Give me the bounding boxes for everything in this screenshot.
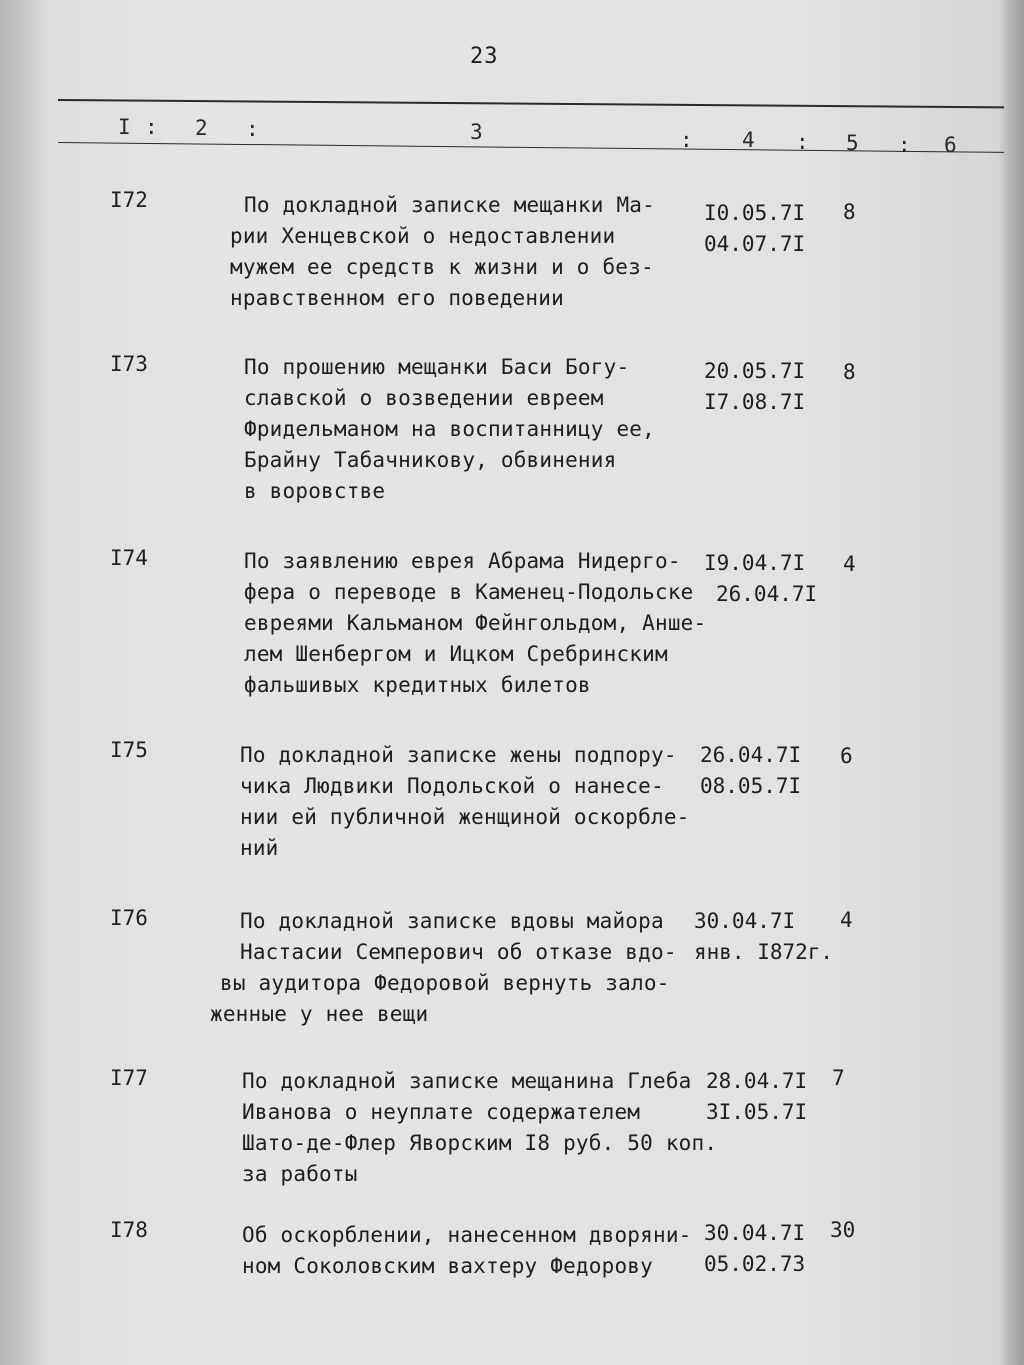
description-line: Иванова о неуплате содержателем xyxy=(242,1100,641,1124)
record-sheet-count: 4 xyxy=(840,908,853,932)
column-header-1: I xyxy=(118,115,131,139)
date-end: I7.08.7I xyxy=(704,390,806,414)
record-dates xyxy=(704,1218,805,1280)
date-end: 05.02.73 xyxy=(704,1252,806,1276)
record-dates xyxy=(706,1066,807,1128)
page-edge-right xyxy=(998,0,1024,1365)
date-end: 08.05.7I xyxy=(700,774,802,798)
record-dates xyxy=(704,548,817,610)
description-line: рии Хенцевской о недоставлении xyxy=(230,224,616,248)
record-description xyxy=(210,906,677,1030)
date-start: 30.04.7I xyxy=(704,1221,806,1245)
description-line: По докладной записке мещанки Ма- xyxy=(244,193,655,217)
record-sheet-count: 6 xyxy=(840,744,853,768)
page-shadow-left xyxy=(0,0,50,1365)
column-header-3: 3 xyxy=(470,120,483,144)
date-start: I0.05.7I xyxy=(704,201,806,225)
description-line: евреями Кальманом Фейнгольдом, Анше- xyxy=(244,611,707,635)
description-line: чика Людвики Подольской о нанесе- xyxy=(240,774,664,798)
record-number: I78 xyxy=(110,1218,148,1242)
record-dates xyxy=(694,906,833,968)
description-line: фера о переводе в Каменец-Подольске xyxy=(244,580,694,604)
record-number: I74 xyxy=(110,546,148,570)
column-header-5: 5 xyxy=(846,131,859,155)
description-line: в воровстве xyxy=(244,479,386,503)
date-start: I9.04.7I xyxy=(704,551,806,575)
record-sheet-count: 8 xyxy=(843,200,856,224)
description-line: Брайну Табачникову, обвинения xyxy=(244,448,617,472)
record-number: I77 xyxy=(110,1066,148,1090)
description-line: По докладной записке мещанина Глеба xyxy=(242,1069,692,1093)
description-line: за работы xyxy=(242,1162,358,1186)
description-line: лем Шенбергом и Ицком Сребринским xyxy=(244,642,668,666)
description-line: Шато-де-Флер Яворским I8 руб. 50 коп. xyxy=(242,1131,718,1155)
date-start: 30.04.7I xyxy=(694,909,796,933)
description-line: фальшивых кредитных билетов xyxy=(244,673,591,697)
column-separator: : xyxy=(796,130,809,154)
description-line: мужем ее средств к жизни и о без- xyxy=(230,255,654,279)
description-line: вы аудитора Федоровой вернуть зало- xyxy=(220,971,670,995)
date-end: 3I.05.7I xyxy=(706,1100,808,1124)
record-sheet-count: 8 xyxy=(843,360,856,384)
description-line: По докладной записке жены подпору- xyxy=(240,743,677,767)
header-rule-bottom xyxy=(58,142,1004,153)
description-line: По прошению мещанки Баси Богу- xyxy=(244,355,630,379)
date-start: 28.04.7I xyxy=(706,1069,808,1093)
record-description xyxy=(230,190,655,314)
column-separator: : xyxy=(898,133,911,157)
description-line: нии ей публичной женщиной оскорбле- xyxy=(240,805,690,829)
description-line: ний xyxy=(240,836,279,860)
column-separator: : xyxy=(246,117,259,141)
record-number: I73 xyxy=(110,352,148,376)
description-line: По докладной записке вдовы майора xyxy=(240,909,664,933)
record-description xyxy=(244,352,655,507)
description-line: Настасии Семперович об отказе вдо- xyxy=(240,940,677,964)
date-start: 20.05.7I xyxy=(704,359,806,383)
record-number: I75 xyxy=(110,738,148,762)
description-line: ном Соколовским вахтеру Федорову xyxy=(242,1254,653,1278)
record-description xyxy=(242,1220,692,1282)
record-dates xyxy=(704,356,805,418)
description-line: нравственном его поведении xyxy=(230,286,564,310)
page-number: 23 xyxy=(470,44,499,69)
record-number: I72 xyxy=(110,188,148,212)
column-header-2: 2 xyxy=(195,116,208,140)
column-header-6: 6 xyxy=(944,133,957,157)
date-start: 26.04.7I xyxy=(700,743,802,767)
record-description xyxy=(244,546,706,701)
description-line: женные у нее вещи xyxy=(210,1002,429,1026)
column-separator: : xyxy=(145,115,158,139)
date-end: янв. I872г. xyxy=(694,940,834,964)
description-line: славской о возведении евреем xyxy=(244,386,604,410)
record-sheet-count: 30 xyxy=(830,1218,856,1242)
record-sheet-count: 4 xyxy=(843,552,856,576)
date-end: 26.04.7I xyxy=(716,582,818,606)
record-description xyxy=(240,740,690,864)
column-separator: : xyxy=(680,128,693,152)
header-rule-top xyxy=(58,99,1004,108)
record-number: I76 xyxy=(110,906,148,930)
description-line: По заявлению еврея Абрама Нидерго- xyxy=(244,549,681,573)
record-description xyxy=(242,1066,717,1190)
record-dates xyxy=(704,198,805,260)
description-line: Об оскорблении, нанесенном дворяни- xyxy=(242,1223,692,1247)
description-line: Фридельманом на воспитанницу ее, xyxy=(244,417,655,441)
record-sheet-count: 7 xyxy=(832,1066,845,1090)
date-end: 04.07.7I xyxy=(704,232,806,256)
record-dates xyxy=(700,740,801,802)
column-header-4: 4 xyxy=(742,128,755,152)
